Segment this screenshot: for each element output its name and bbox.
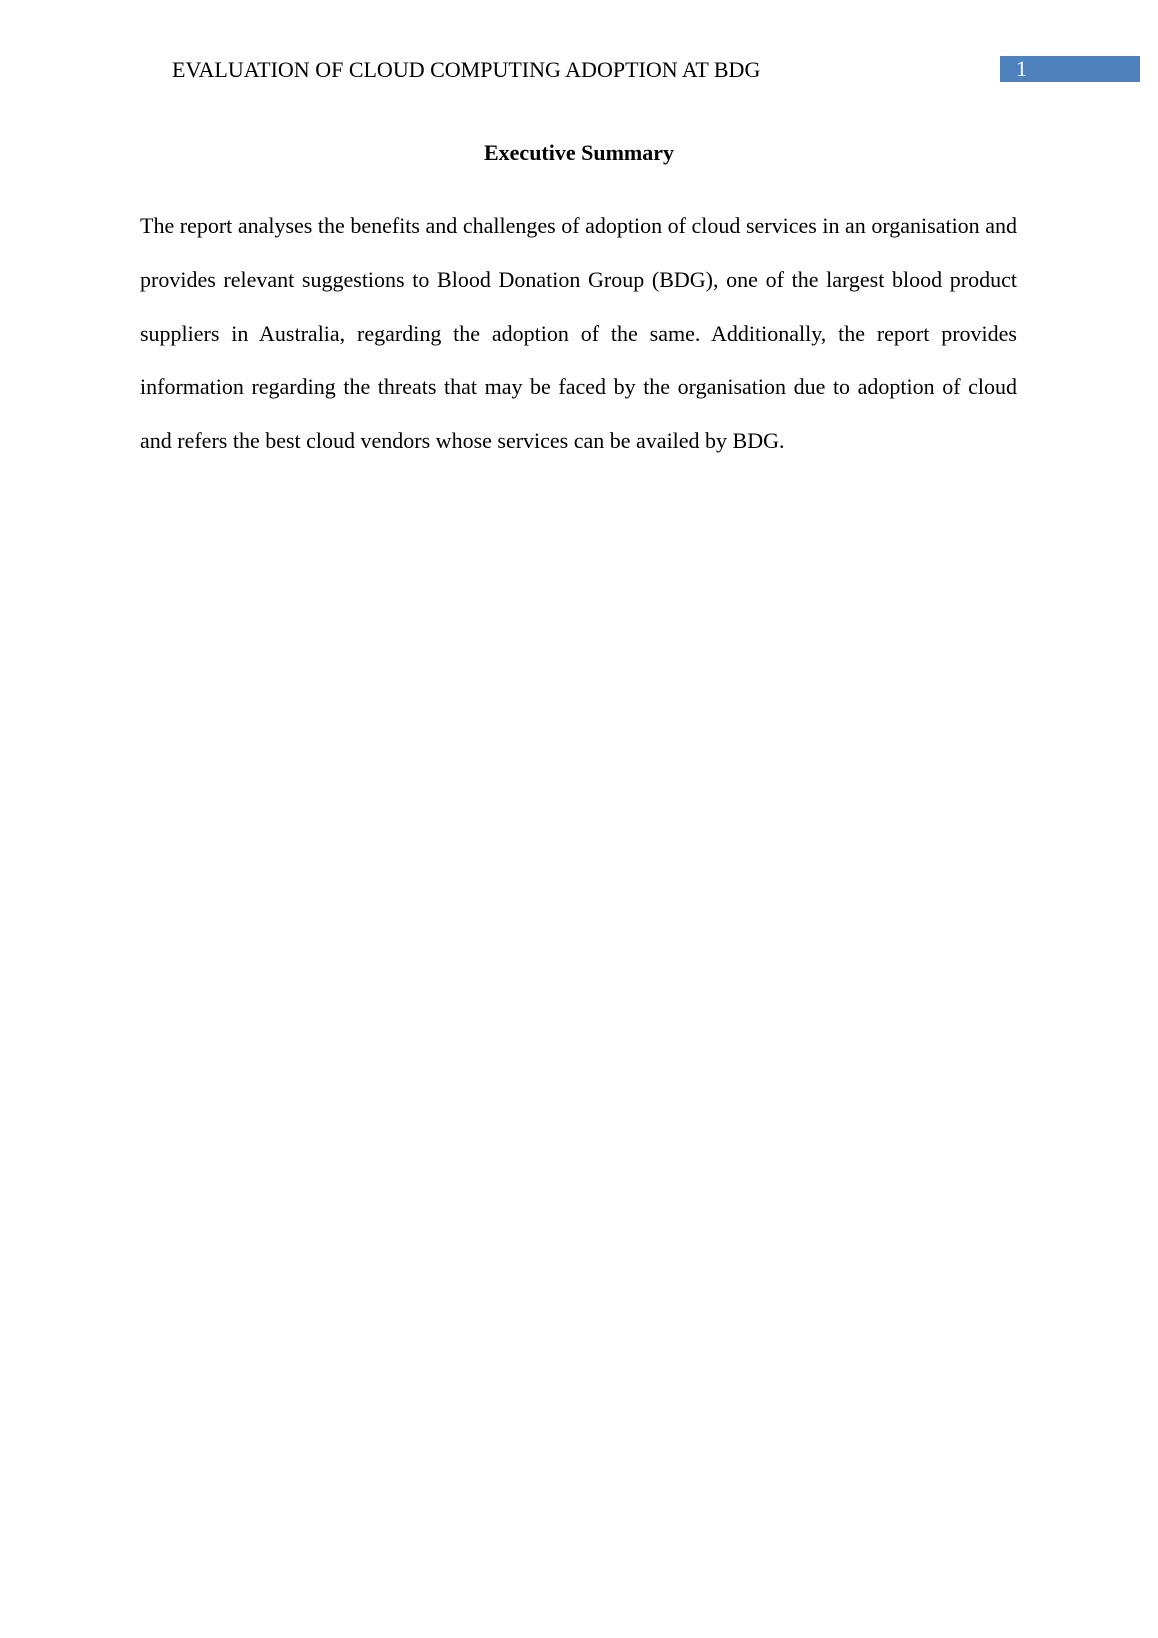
page-number: 1: [1000, 56, 1140, 82]
summary-paragraph: The report analyses the benefits and challenges of adoption of cloud services in an organisation and provides relevant suggestions to Blood Donation Group (BDG), one of the largest blood product suppliers in Australia, regarding the adoption of the same. Additionally, the report provides information regarding the threats that may be faced by the organisation due to adoption of cloud and refers the best cloud vendors whose services can be availed by BDG.: [140, 213, 1017, 454]
section-title: Executive Summary: [483, 140, 675, 165]
running-head: EVALUATION OF CLOUD COMPUTING ADOPTION AT BDG: [172, 57, 761, 82]
